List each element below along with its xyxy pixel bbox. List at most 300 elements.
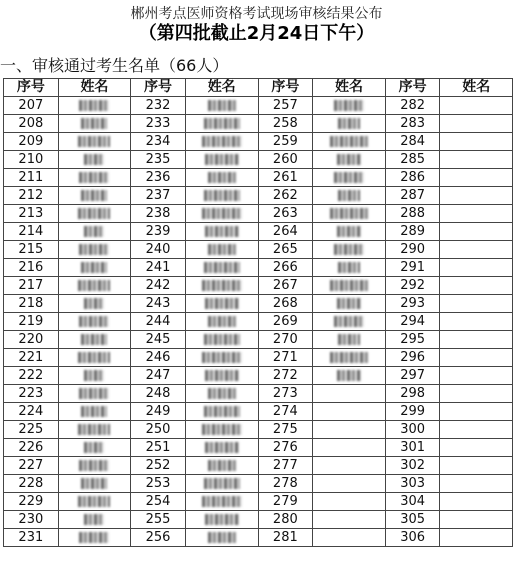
name-cell: [185, 115, 258, 133]
table-row: [4, 169, 513, 187]
name-cell: [313, 295, 386, 313]
blurred-name: [205, 154, 239, 165]
table-row: [4, 295, 513, 313]
blurred-name: [84, 442, 104, 453]
name-cell: [58, 151, 131, 169]
blurred-name: [81, 334, 107, 345]
serial-number-cell: 295: [385, 331, 440, 349]
name-cell: [185, 457, 258, 475]
serial-number-cell: 245: [131, 331, 186, 349]
name-cell: [313, 277, 386, 295]
blurred-name: [205, 514, 239, 525]
serial-number-cell: 274: [258, 403, 313, 421]
name-cell: [58, 457, 131, 475]
serial-number-cell: 208: [4, 115, 59, 133]
approved-candidates-table: [3, 78, 513, 547]
blurred-name: [330, 208, 368, 219]
serial-number-cell: 262: [258, 187, 313, 205]
table-row: [4, 367, 513, 385]
serial-number-cell: 270: [258, 331, 313, 349]
blurred-name: [79, 388, 109, 399]
serial-number-cell: 265: [258, 241, 313, 259]
blurred-name: [204, 262, 240, 273]
blurred-name: [334, 100, 364, 111]
serial-number-cell: 306: [385, 529, 440, 547]
name-cell: [58, 187, 131, 205]
serial-number-cell: 289: [385, 223, 440, 241]
blurred-name: [79, 244, 109, 255]
name-cell: [58, 97, 131, 115]
header-serial: 序号: [258, 79, 313, 97]
name-cell: [440, 151, 513, 169]
serial-number-cell: 214: [4, 223, 59, 241]
name-cell: [58, 241, 131, 259]
serial-number-cell: 259: [258, 133, 313, 151]
name-cell: [313, 313, 386, 331]
blurred-name: [337, 154, 361, 165]
blurred-name: [204, 406, 240, 417]
table-row: [4, 403, 513, 421]
serial-number-cell: 284: [385, 133, 440, 151]
serial-number-cell: 272: [258, 367, 313, 385]
name-cell: [185, 367, 258, 385]
serial-number-cell: 288: [385, 205, 440, 223]
serial-number-cell: 280: [258, 511, 313, 529]
blurred-name: [78, 424, 110, 435]
table-row: [4, 493, 513, 511]
name-cell: [185, 511, 258, 529]
serial-number-cell: 279: [258, 493, 313, 511]
name-cell: [313, 223, 386, 241]
name-cell: [440, 223, 513, 241]
serial-number-cell: 244: [131, 313, 186, 331]
serial-number-cell: 230: [4, 511, 59, 529]
serial-number-cell: 282: [385, 97, 440, 115]
blurred-name: [202, 208, 242, 219]
serial-number-cell: 269: [258, 313, 313, 331]
table-row: [4, 475, 513, 493]
blurred-name: [78, 280, 110, 291]
serial-number-cell: 220: [4, 331, 59, 349]
name-cell: [313, 511, 386, 529]
blurred-name: [205, 442, 239, 453]
blurred-name: [204, 118, 240, 129]
serial-number-cell: 229: [4, 493, 59, 511]
serial-number-cell: 225: [4, 421, 59, 439]
name-cell: [58, 133, 131, 151]
name-cell: [58, 385, 131, 403]
table-body: [4, 97, 513, 547]
blurred-name: [84, 226, 104, 237]
name-cell: [440, 259, 513, 277]
name-cell: [313, 151, 386, 169]
serial-number-cell: 300: [385, 421, 440, 439]
blurred-name: [79, 532, 109, 543]
blurred-name: [337, 298, 361, 309]
serial-number-cell: 246: [131, 349, 186, 367]
name-cell: [440, 493, 513, 511]
name-cell: [185, 403, 258, 421]
serial-number-cell: 226: [4, 439, 59, 457]
blurred-name: [208, 388, 236, 399]
name-cell: [185, 349, 258, 367]
name-cell: [185, 295, 258, 313]
name-cell: [58, 313, 131, 331]
serial-number-cell: 219: [4, 313, 59, 331]
header-name: 姓名: [185, 79, 258, 97]
name-cell: [313, 439, 386, 457]
blurred-name: [208, 172, 236, 183]
name-cell: [185, 97, 258, 115]
blurred-name: [81, 190, 107, 201]
name-cell: [440, 295, 513, 313]
serial-number-cell: 249: [131, 403, 186, 421]
name-cell: [185, 241, 258, 259]
name-cell: [440, 205, 513, 223]
name-cell: [185, 385, 258, 403]
table-row: [4, 511, 513, 529]
serial-number-cell: 216: [4, 259, 59, 277]
table-row: [4, 421, 513, 439]
name-cell: [313, 115, 386, 133]
blurred-name: [338, 190, 360, 201]
blurred-name: [78, 496, 110, 507]
name-cell: [440, 529, 513, 547]
serial-number-cell: 243: [131, 295, 186, 313]
name-cell: [313, 331, 386, 349]
serial-number-cell: 264: [258, 223, 313, 241]
serial-number-cell: 303: [385, 475, 440, 493]
serial-number-cell: 222: [4, 367, 59, 385]
serial-number-cell: 286: [385, 169, 440, 187]
name-cell: [440, 241, 513, 259]
blurred-name: [338, 262, 360, 273]
blurred-name: [81, 406, 107, 417]
serial-number-cell: 224: [4, 403, 59, 421]
blurred-name: [81, 262, 107, 273]
name-cell: [440, 385, 513, 403]
table-row: [4, 529, 513, 547]
blurred-name: [79, 172, 109, 183]
serial-number-cell: 254: [131, 493, 186, 511]
name-cell: [185, 169, 258, 187]
serial-number-cell: 283: [385, 115, 440, 133]
blurred-name: [81, 478, 107, 489]
name-cell: [185, 313, 258, 331]
serial-number-cell: 252: [131, 457, 186, 475]
serial-number-cell: 256: [131, 529, 186, 547]
serial-number-cell: 266: [258, 259, 313, 277]
serial-number-cell: 253: [131, 475, 186, 493]
blurred-name: [208, 244, 236, 255]
name-cell: [440, 457, 513, 475]
name-cell: [185, 421, 258, 439]
serial-number-cell: 228: [4, 475, 59, 493]
name-cell: [313, 97, 386, 115]
name-cell: [58, 475, 131, 493]
blurred-name: [208, 532, 236, 543]
serial-number-cell: 271: [258, 349, 313, 367]
blurred-name: [202, 496, 242, 507]
name-cell: [313, 493, 386, 511]
table-row: [4, 313, 513, 331]
blurred-name: [78, 136, 110, 147]
serial-number-cell: 213: [4, 205, 59, 223]
name-cell: [313, 475, 386, 493]
blurred-name: [204, 190, 240, 201]
blurred-name: [205, 298, 239, 309]
name-cell: [440, 169, 513, 187]
serial-number-cell: 217: [4, 277, 59, 295]
serial-number-cell: 238: [131, 205, 186, 223]
name-cell: [313, 367, 386, 385]
serial-number-cell: 218: [4, 295, 59, 313]
serial-number-cell: 293: [385, 295, 440, 313]
blurred-name: [78, 352, 110, 363]
serial-number-cell: 302: [385, 457, 440, 475]
name-cell: [185, 151, 258, 169]
blurred-name: [79, 100, 109, 111]
name-cell: [185, 259, 258, 277]
name-cell: [440, 421, 513, 439]
blurred-name: [338, 334, 360, 345]
blurred-name: [84, 298, 104, 309]
header-serial: 序号: [4, 79, 59, 97]
name-cell: [440, 133, 513, 151]
blurred-name: [338, 118, 360, 129]
serial-number-cell: 207: [4, 97, 59, 115]
name-cell: [58, 259, 131, 277]
table-row: [4, 97, 513, 115]
header-name: 姓名: [58, 79, 131, 97]
table-row: [4, 457, 513, 475]
table-row: [4, 133, 513, 151]
serial-number-cell: 294: [385, 313, 440, 331]
name-cell: [440, 277, 513, 295]
name-cell: [313, 187, 386, 205]
name-cell: [440, 331, 513, 349]
serial-number-cell: 268: [258, 295, 313, 313]
table-row: [4, 241, 513, 259]
serial-number-cell: 227: [4, 457, 59, 475]
serial-number-cell: 258: [258, 115, 313, 133]
name-cell: [440, 439, 513, 457]
name-cell: [313, 259, 386, 277]
name-cell: [58, 439, 131, 457]
blurred-name: [81, 118, 107, 129]
name-cell: [58, 529, 131, 547]
name-cell: [58, 511, 131, 529]
table-header-row: [4, 79, 513, 97]
name-cell: [440, 367, 513, 385]
section-heading: 一、审核通过考生名单（66人）: [0, 56, 229, 75]
serial-number-cell: 275: [258, 421, 313, 439]
serial-number-cell: 261: [258, 169, 313, 187]
blurred-name: [334, 244, 364, 255]
serial-number-cell: 260: [258, 151, 313, 169]
table-row: [4, 349, 513, 367]
name-cell: [313, 403, 386, 421]
serial-number-cell: 247: [131, 367, 186, 385]
serial-number-cell: 296: [385, 349, 440, 367]
page-title: 郴州考点医师资格考试现场审核结果公布: [130, 6, 383, 22]
name-cell: [313, 241, 386, 259]
serial-number-cell: 277: [258, 457, 313, 475]
name-cell: [185, 331, 258, 349]
blurred-name: [334, 172, 364, 183]
blurred-name: [202, 352, 242, 363]
name-cell: [313, 133, 386, 151]
serial-number-cell: 232: [131, 97, 186, 115]
name-cell: [58, 493, 131, 511]
name-cell: [313, 169, 386, 187]
serial-number-cell: 221: [4, 349, 59, 367]
name-cell: [440, 349, 513, 367]
blurred-name: [208, 100, 236, 111]
table-row: [4, 277, 513, 295]
blurred-name: [78, 208, 110, 219]
serial-number-cell: 223: [4, 385, 59, 403]
serial-number-cell: 234: [131, 133, 186, 151]
name-cell: [185, 205, 258, 223]
serial-number-cell: 304: [385, 493, 440, 511]
blurred-name: [330, 280, 368, 291]
name-cell: [440, 187, 513, 205]
blurred-name: [204, 478, 240, 489]
serial-number-cell: 291: [385, 259, 440, 277]
serial-number-cell: 235: [131, 151, 186, 169]
name-cell: [185, 493, 258, 511]
name-cell: [185, 187, 258, 205]
name-cell: [313, 385, 386, 403]
serial-number-cell: 241: [131, 259, 186, 277]
serial-number-cell: 209: [4, 133, 59, 151]
name-cell: [440, 313, 513, 331]
serial-number-cell: 305: [385, 511, 440, 529]
header-serial: 序号: [385, 79, 440, 97]
name-cell: [58, 349, 131, 367]
serial-number-cell: 299: [385, 403, 440, 421]
serial-number-cell: 290: [385, 241, 440, 259]
serial-number-cell: 287: [385, 187, 440, 205]
blurred-name: [334, 316, 364, 327]
name-cell: [185, 475, 258, 493]
table-row: [4, 205, 513, 223]
name-cell: [58, 223, 131, 241]
serial-number-cell: 236: [131, 169, 186, 187]
serial-number-cell: 215: [4, 241, 59, 259]
name-cell: [58, 115, 131, 133]
table-row: [4, 187, 513, 205]
table-row: [4, 331, 513, 349]
name-cell: [58, 169, 131, 187]
blurred-name: [202, 424, 242, 435]
blurred-name: [330, 136, 368, 147]
page-subtitle: （第四批截止2月24日下午）: [138, 23, 375, 44]
name-cell: [58, 205, 131, 223]
blurred-name: [208, 460, 236, 471]
blurred-name: [205, 370, 239, 381]
name-cell: [58, 403, 131, 421]
name-cell: [58, 331, 131, 349]
serial-number-cell: 257: [258, 97, 313, 115]
header-serial: 序号: [131, 79, 186, 97]
blurred-name: [79, 460, 109, 471]
name-cell: [313, 205, 386, 223]
blurred-name: [202, 280, 242, 291]
serial-number-cell: 298: [385, 385, 440, 403]
blurred-name: [205, 226, 239, 237]
serial-number-cell: 211: [4, 169, 59, 187]
header-name: 姓名: [313, 79, 386, 97]
name-cell: [440, 403, 513, 421]
serial-number-cell: 255: [131, 511, 186, 529]
table-row: [4, 223, 513, 241]
serial-number-cell: 267: [258, 277, 313, 295]
name-cell: [440, 511, 513, 529]
name-cell: [313, 529, 386, 547]
serial-number-cell: 276: [258, 439, 313, 457]
name-cell: [440, 475, 513, 493]
serial-number-cell: 292: [385, 277, 440, 295]
table-row: [4, 151, 513, 169]
blurred-name: [202, 136, 242, 147]
serial-number-cell: 248: [131, 385, 186, 403]
blurred-name: [84, 370, 104, 381]
serial-number-cell: 301: [385, 439, 440, 457]
serial-number-cell: 242: [131, 277, 186, 295]
serial-number-cell: 281: [258, 529, 313, 547]
serial-number-cell: 237: [131, 187, 186, 205]
table-row: [4, 259, 513, 277]
name-cell: [440, 115, 513, 133]
name-cell: [58, 295, 131, 313]
name-cell: [185, 529, 258, 547]
name-cell: [313, 349, 386, 367]
serial-number-cell: 273: [258, 385, 313, 403]
blurred-name: [79, 316, 109, 327]
serial-number-cell: 263: [258, 205, 313, 223]
table-row: [4, 439, 513, 457]
serial-number-cell: 212: [4, 187, 59, 205]
serial-number-cell: 278: [258, 475, 313, 493]
name-cell: [313, 421, 386, 439]
name-cell: [185, 277, 258, 295]
serial-number-cell: 210: [4, 151, 59, 169]
serial-number-cell: 231: [4, 529, 59, 547]
blurred-name: [330, 352, 368, 363]
blurred-name: [208, 316, 236, 327]
blurred-name: [337, 226, 361, 237]
name-cell: [185, 133, 258, 151]
table-row: [4, 385, 513, 403]
name-cell: [58, 421, 131, 439]
table-row: [4, 115, 513, 133]
name-cell: [185, 439, 258, 457]
name-cell: [58, 277, 131, 295]
blurred-name: [84, 154, 104, 165]
header-name: 姓名: [440, 79, 513, 97]
serial-number-cell: 240: [131, 241, 186, 259]
name-cell: [440, 97, 513, 115]
blurred-name: [84, 514, 104, 525]
name-cell: [313, 457, 386, 475]
serial-number-cell: 233: [131, 115, 186, 133]
blurred-name: [337, 370, 361, 381]
serial-number-cell: 297: [385, 367, 440, 385]
serial-number-cell: 239: [131, 223, 186, 241]
name-cell: [185, 223, 258, 241]
